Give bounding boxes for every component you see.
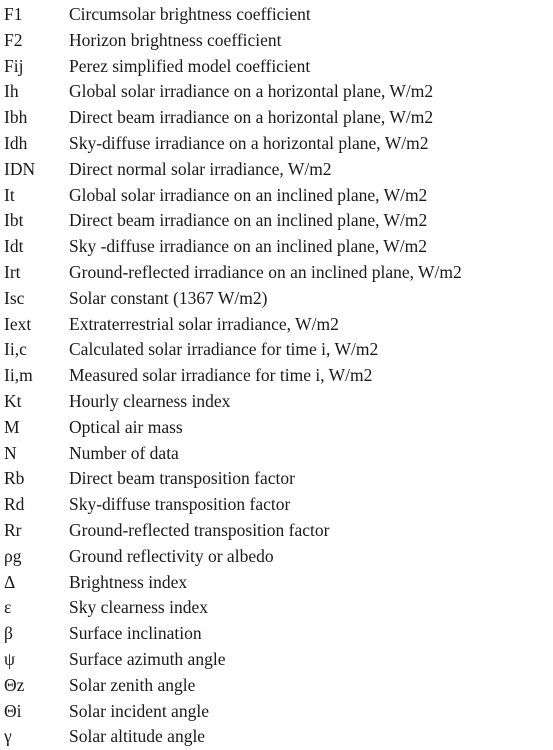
nomenclature-description: Sky-diffuse transposition factor [69, 494, 291, 515]
nomenclature-symbol: Rd [4, 494, 25, 515]
nomenclature-row [4, 183, 553, 209]
nomenclature-description: Circumsolar brightness coefficient [69, 4, 311, 24]
nomenclature-row [4, 234, 553, 260]
nomenclature-symbol: Ii,c [4, 339, 27, 360]
nomenclature-row [4, 466, 553, 492]
nomenclature-symbol: F1 [4, 4, 23, 24]
nomenclature-row [4, 157, 553, 183]
nomenclature-symbol: Ibt [4, 210, 24, 231]
nomenclature-symbol: Ii,m [4, 365, 33, 386]
nomenclature-description: Solar zenith angle [69, 674, 196, 695]
nomenclature-symbol: Ibh [4, 107, 28, 128]
nomenclature-symbol: IDN [4, 158, 36, 179]
nomenclature-description: Calculated solar irradiance for time i, W/m2 [69, 339, 379, 360]
nomenclature-row [4, 54, 553, 80]
nomenclature-description: Ground-reflected irradiance on an inclined plane, W/m2 [69, 261, 462, 282]
nomenclature-symbol: ε [4, 597, 12, 618]
nomenclature-row [4, 337, 553, 363]
nomenclature-description: Sky -diffuse irradiance on an inclined plane, W/m2 [69, 236, 427, 257]
nomenclature-description: Solar constant (1367 W/m2) [69, 287, 268, 308]
nomenclature-description: Direct normal solar irradiance, W/m2 [69, 158, 332, 179]
nomenclature-symbol: γ [4, 726, 12, 747]
nomenclature-list [4, 2, 553, 750]
nomenclature-description: Direct beam irradiance on a horizontal plane, W/m2 [69, 107, 434, 128]
nomenclature-row [4, 492, 553, 518]
nomenclature-symbol: It [4, 184, 15, 205]
nomenclature-row [4, 595, 553, 621]
nomenclature-symbol: Fij [4, 55, 24, 76]
nomenclature-row [4, 131, 553, 157]
nomenclature-row [4, 363, 553, 389]
nomenclature-row [4, 79, 553, 105]
nomenclature-description: Optical air mass [69, 416, 183, 437]
nomenclature-symbol: Θz [4, 674, 25, 695]
nomenclature-row [4, 647, 553, 673]
nomenclature-symbol: Rr [4, 519, 22, 540]
nomenclature-symbol: Ih [4, 81, 19, 102]
nomenclature-description: Solar altitude angle [69, 726, 206, 747]
nomenclature-symbol: Idt [4, 236, 24, 257]
nomenclature-row [4, 518, 553, 544]
nomenclature-row [4, 699, 553, 725]
nomenclature-row [4, 312, 553, 338]
nomenclature-description: Surface azimuth angle [69, 648, 226, 669]
nomenclature-description: Direct beam transposition factor [69, 468, 295, 489]
nomenclature-description: Global solar irradiance on an inclined plane, W/m2 [69, 184, 428, 205]
nomenclature-row [4, 441, 553, 467]
nomenclature-symbol: Isc [4, 287, 25, 308]
nomenclature-description: Brightness index [69, 571, 188, 592]
nomenclature-row [4, 673, 553, 699]
nomenclature-symbol: Irt [4, 261, 21, 282]
nomenclature-description: Ground reflectivity or albedo [69, 545, 274, 566]
nomenclature-description: Hourly clearness index [69, 390, 231, 411]
nomenclature-row [4, 286, 553, 312]
nomenclature-description: Perez simplified model coefficient [69, 55, 311, 76]
nomenclature-row [4, 621, 553, 647]
nomenclature-row [4, 28, 553, 54]
nomenclature-row [4, 2, 553, 28]
nomenclature-symbol: Rb [4, 468, 25, 489]
nomenclature-row [4, 570, 553, 596]
nomenclature-symbol: β [4, 623, 13, 644]
nomenclature-symbol: ψ [4, 648, 15, 669]
nomenclature-symbol: Δ [4, 571, 16, 592]
nomenclature-description: Sky clearness index [69, 597, 208, 618]
nomenclature-symbol: Idh [4, 132, 28, 153]
nomenclature-description: Ground-reflected transposition factor [69, 519, 330, 540]
nomenclature-symbol: ρg [4, 545, 22, 566]
nomenclature-description: Solar incident angle [69, 700, 209, 721]
nomenclature-symbol: Θi [4, 700, 22, 721]
nomenclature-symbol: M [4, 416, 20, 437]
nomenclature-description: Measured solar irradiance for time i, W/m2 [69, 365, 373, 386]
nomenclature-description: Direct beam irradiance on an inclined plane, W/m2 [69, 210, 428, 231]
nomenclature-symbol: Kt [4, 390, 22, 411]
nomenclature-row [4, 105, 553, 131]
nomenclature-symbol: F2 [4, 29, 23, 50]
nomenclature-row [4, 415, 553, 441]
nomenclature-description: Number of data [69, 442, 179, 463]
nomenclature-description: Extraterrestrial solar irradiance, W/m2 [69, 313, 339, 334]
nomenclature-row [4, 544, 553, 570]
nomenclature-row [4, 724, 553, 750]
nomenclature-row [4, 260, 553, 286]
nomenclature-symbol: Iext [4, 313, 32, 334]
nomenclature-row [4, 208, 553, 234]
nomenclature-description: Surface inclination [69, 623, 202, 644]
nomenclature-symbol: N [4, 442, 17, 463]
nomenclature-description: Sky-diffuse irradiance on a horizontal plane, W/m2 [69, 132, 429, 153]
nomenclature-description: Horizon brightness coefficient [69, 29, 282, 50]
nomenclature-row [4, 389, 553, 415]
nomenclature-description: Global solar irradiance on a horizontal plane, W/m2 [69, 81, 434, 102]
